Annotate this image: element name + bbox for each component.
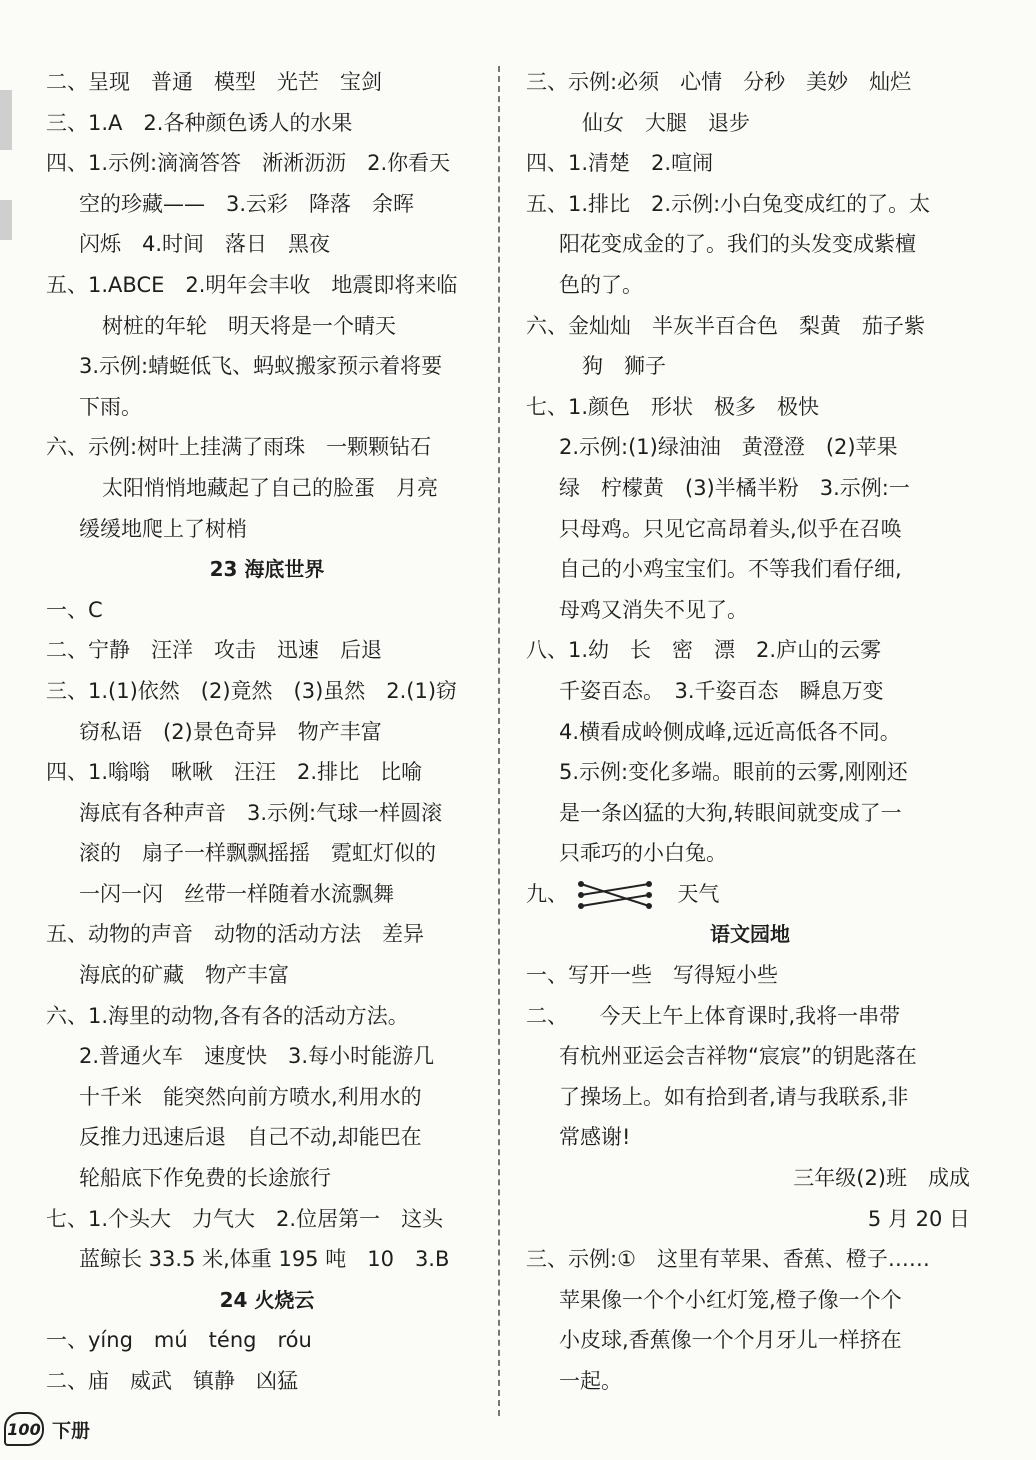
answer-line: 一闪一闪 丝带一样随着水流飘舞: [79, 881, 394, 906]
answer-line: 缓缓地爬上了树梢: [79, 516, 247, 541]
binding-edge: [0, 200, 12, 240]
answer-line: 太阳悄悄地藏起了自己的脸蛋 月亮: [102, 475, 438, 500]
answer-line: 三、示例:① 这里有苹果、香蕉、橙子……: [526, 1247, 930, 1272]
answer-line: 常感谢!: [559, 1125, 631, 1150]
answer-line: 二、呈现 普通 模型 光芒 宝剑: [46, 70, 382, 94]
answer-line: 有杭州亚运会吉祥物“宸宸”的钥匙落在: [559, 1044, 917, 1069]
answer-line: 只乖巧的小白兔。: [559, 841, 727, 866]
binding-edge: [0, 90, 12, 150]
section-heading: 24 火烧云: [219, 1287, 315, 1312]
answer-line: 一、写开一些 写得短小些: [526, 963, 778, 988]
answer-line: 蓝鲸长 33.5 米,体重 195 吨 10 3.B: [79, 1247, 450, 1272]
signature-line: 三年级(2)班 成成: [793, 1166, 970, 1191]
answer-line: 自己的小鸡宝宝们。不等我们看仔细,: [559, 557, 902, 582]
column-divider: [498, 66, 500, 1416]
answer-line: 七、1.颜色 形状 极多 极快: [526, 394, 820, 419]
answer-line: 2.普通火车 速度快 3.每小时能游几: [79, 1044, 435, 1069]
answer-line: 五、1.排比 2.示例:小白兔变成红的了。太: [526, 191, 931, 216]
date-line: 5 月 20 日: [867, 1206, 970, 1231]
answer-line: 窃私语 (2)景色奇异 物产丰富: [79, 719, 382, 744]
answer-line: 滚的 扇子一样飘飘摇摇 霓虹灯似的: [79, 841, 436, 866]
answer-line: 一、C: [46, 597, 103, 622]
left-column: [46, 62, 488, 1402]
item-label: 九、: [526, 881, 568, 906]
answer-line: 五、1.ABCE 2.明年会丰收 地震即将来临: [46, 272, 458, 297]
answer-line: 八、1.幼 长 密 漂 2.庐山的云雾: [526, 638, 882, 663]
answer-line: 狗 狮子: [582, 354, 666, 379]
answer-line: 2.示例:(1)绿油油 黄澄澄 (2)苹果: [559, 435, 898, 460]
answer-line: 三、示例:必须 心情 分秒 美妙 灿烂: [526, 70, 912, 94]
answer-line: 四、1.嗡嗡 啾啾 汪汪 2.排比 比喻: [46, 760, 423, 785]
answer-line: 5.示例:变化多端。眼前的云雾,刚刚还: [559, 760, 908, 785]
matching-lines-icon: [575, 878, 655, 912]
volume-label: 下册: [52, 1419, 91, 1442]
answer-line: 三、1.A 2.各种颜色诱人的水果: [46, 110, 353, 135]
answer-line: 二、庙 威武 镇静 凶猛: [46, 1369, 298, 1393]
matching-word: 天气: [677, 881, 720, 906]
answer-line: 只母鸡。只见它高昂着头,似乎在召唤: [559, 516, 902, 541]
answer-line: 是一条凶猛的大狗,转眼间就变成了一: [559, 800, 902, 825]
answer-line: 四、1.示例:滴滴答答 淅淅沥沥 2.你看天: [46, 151, 451, 176]
answer-line: 海底的矿藏 物产丰富: [79, 963, 289, 988]
answer-line: 六、1.海里的动物,各有各的活动方法。: [46, 1003, 409, 1028]
section-heading: 23 海底世界: [209, 557, 325, 582]
answer-line: 4.横看成岭侧成峰,远近高低各不同。: [559, 719, 901, 744]
answer-line: 海底有各种声音 3.示例:气球一样圆滚: [79, 800, 443, 825]
answer-line: 阳花变成金的了。我们的头发变成紫檀: [559, 232, 916, 257]
answer-line: 六、示例:树叶上挂满了雨珠 一颗颗钻石: [46, 435, 432, 460]
answer-line: 轮船底下作免费的长途旅行: [79, 1166, 331, 1191]
answer-line: 三、1.(1)依然 (2)竟然 (3)虽然 2.(1)窃: [46, 678, 458, 703]
answer-line: 千姿百态。 3.千姿百态 瞬息万变: [559, 678, 884, 703]
answer-line: 六、金灿灿 半灰半百合色 梨黄 茄子紫: [526, 313, 925, 338]
answer-line: 小皮球,香蕉像一个个月牙儿一样挤在: [559, 1328, 902, 1353]
answer-line: 七、1.个头大 力气大 2.位居第一 这头: [46, 1206, 444, 1231]
answer-line: 四、1.清楚 2.喧闹: [526, 151, 714, 176]
answer-line: 下雨。: [79, 394, 142, 419]
answer-line: 一起。: [559, 1369, 622, 1393]
matching-answer: [526, 874, 974, 915]
answer-line: 反推力迅速后退 自己不动,却能巴在: [79, 1125, 422, 1150]
answer-line: 仙女 大腿 退步: [582, 110, 750, 135]
answer-line: 十千米 能突然向前方喷水,利用水的: [79, 1084, 422, 1109]
answer-line: 闪烁 4.时间 落日 黑夜: [79, 232, 331, 257]
answer-line: 了操场上。如有拾到者,请与我联系,非: [559, 1084, 909, 1109]
page-footer: [4, 1412, 90, 1446]
answer-line: 绿 柠檬黄 (3)半橘半粉 3.示例:一: [559, 475, 910, 500]
answer-line: 二、 今天上午上体育课时,我将一串带: [526, 1003, 901, 1028]
answer-line: 色的了。: [559, 272, 643, 297]
right-column: [526, 62, 974, 1402]
answer-line: 树桩的年轮 明天将是一个晴天: [102, 313, 396, 338]
answer-line: 3.示例:蜻蜓低飞、蚂蚁搬家预示着将要: [79, 354, 443, 379]
page-number: 100: [4, 1412, 44, 1446]
answer-line: 一、yíng mú téng róu: [46, 1328, 312, 1353]
answer-line: 空的珍藏—— 3.云彩 降落 余晖: [79, 191, 415, 216]
answer-line: 二、宁静 汪洋 攻击 迅速 后退: [46, 638, 382, 663]
section-heading: 语文园地: [710, 922, 790, 947]
answer-line: 母鸡又消失不见了。: [559, 597, 748, 622]
answer-line: 苹果像一个个小红灯笼,橙子像一个个: [559, 1287, 902, 1312]
answer-line: 五、动物的声音 动物的活动方法 差异: [46, 922, 424, 947]
